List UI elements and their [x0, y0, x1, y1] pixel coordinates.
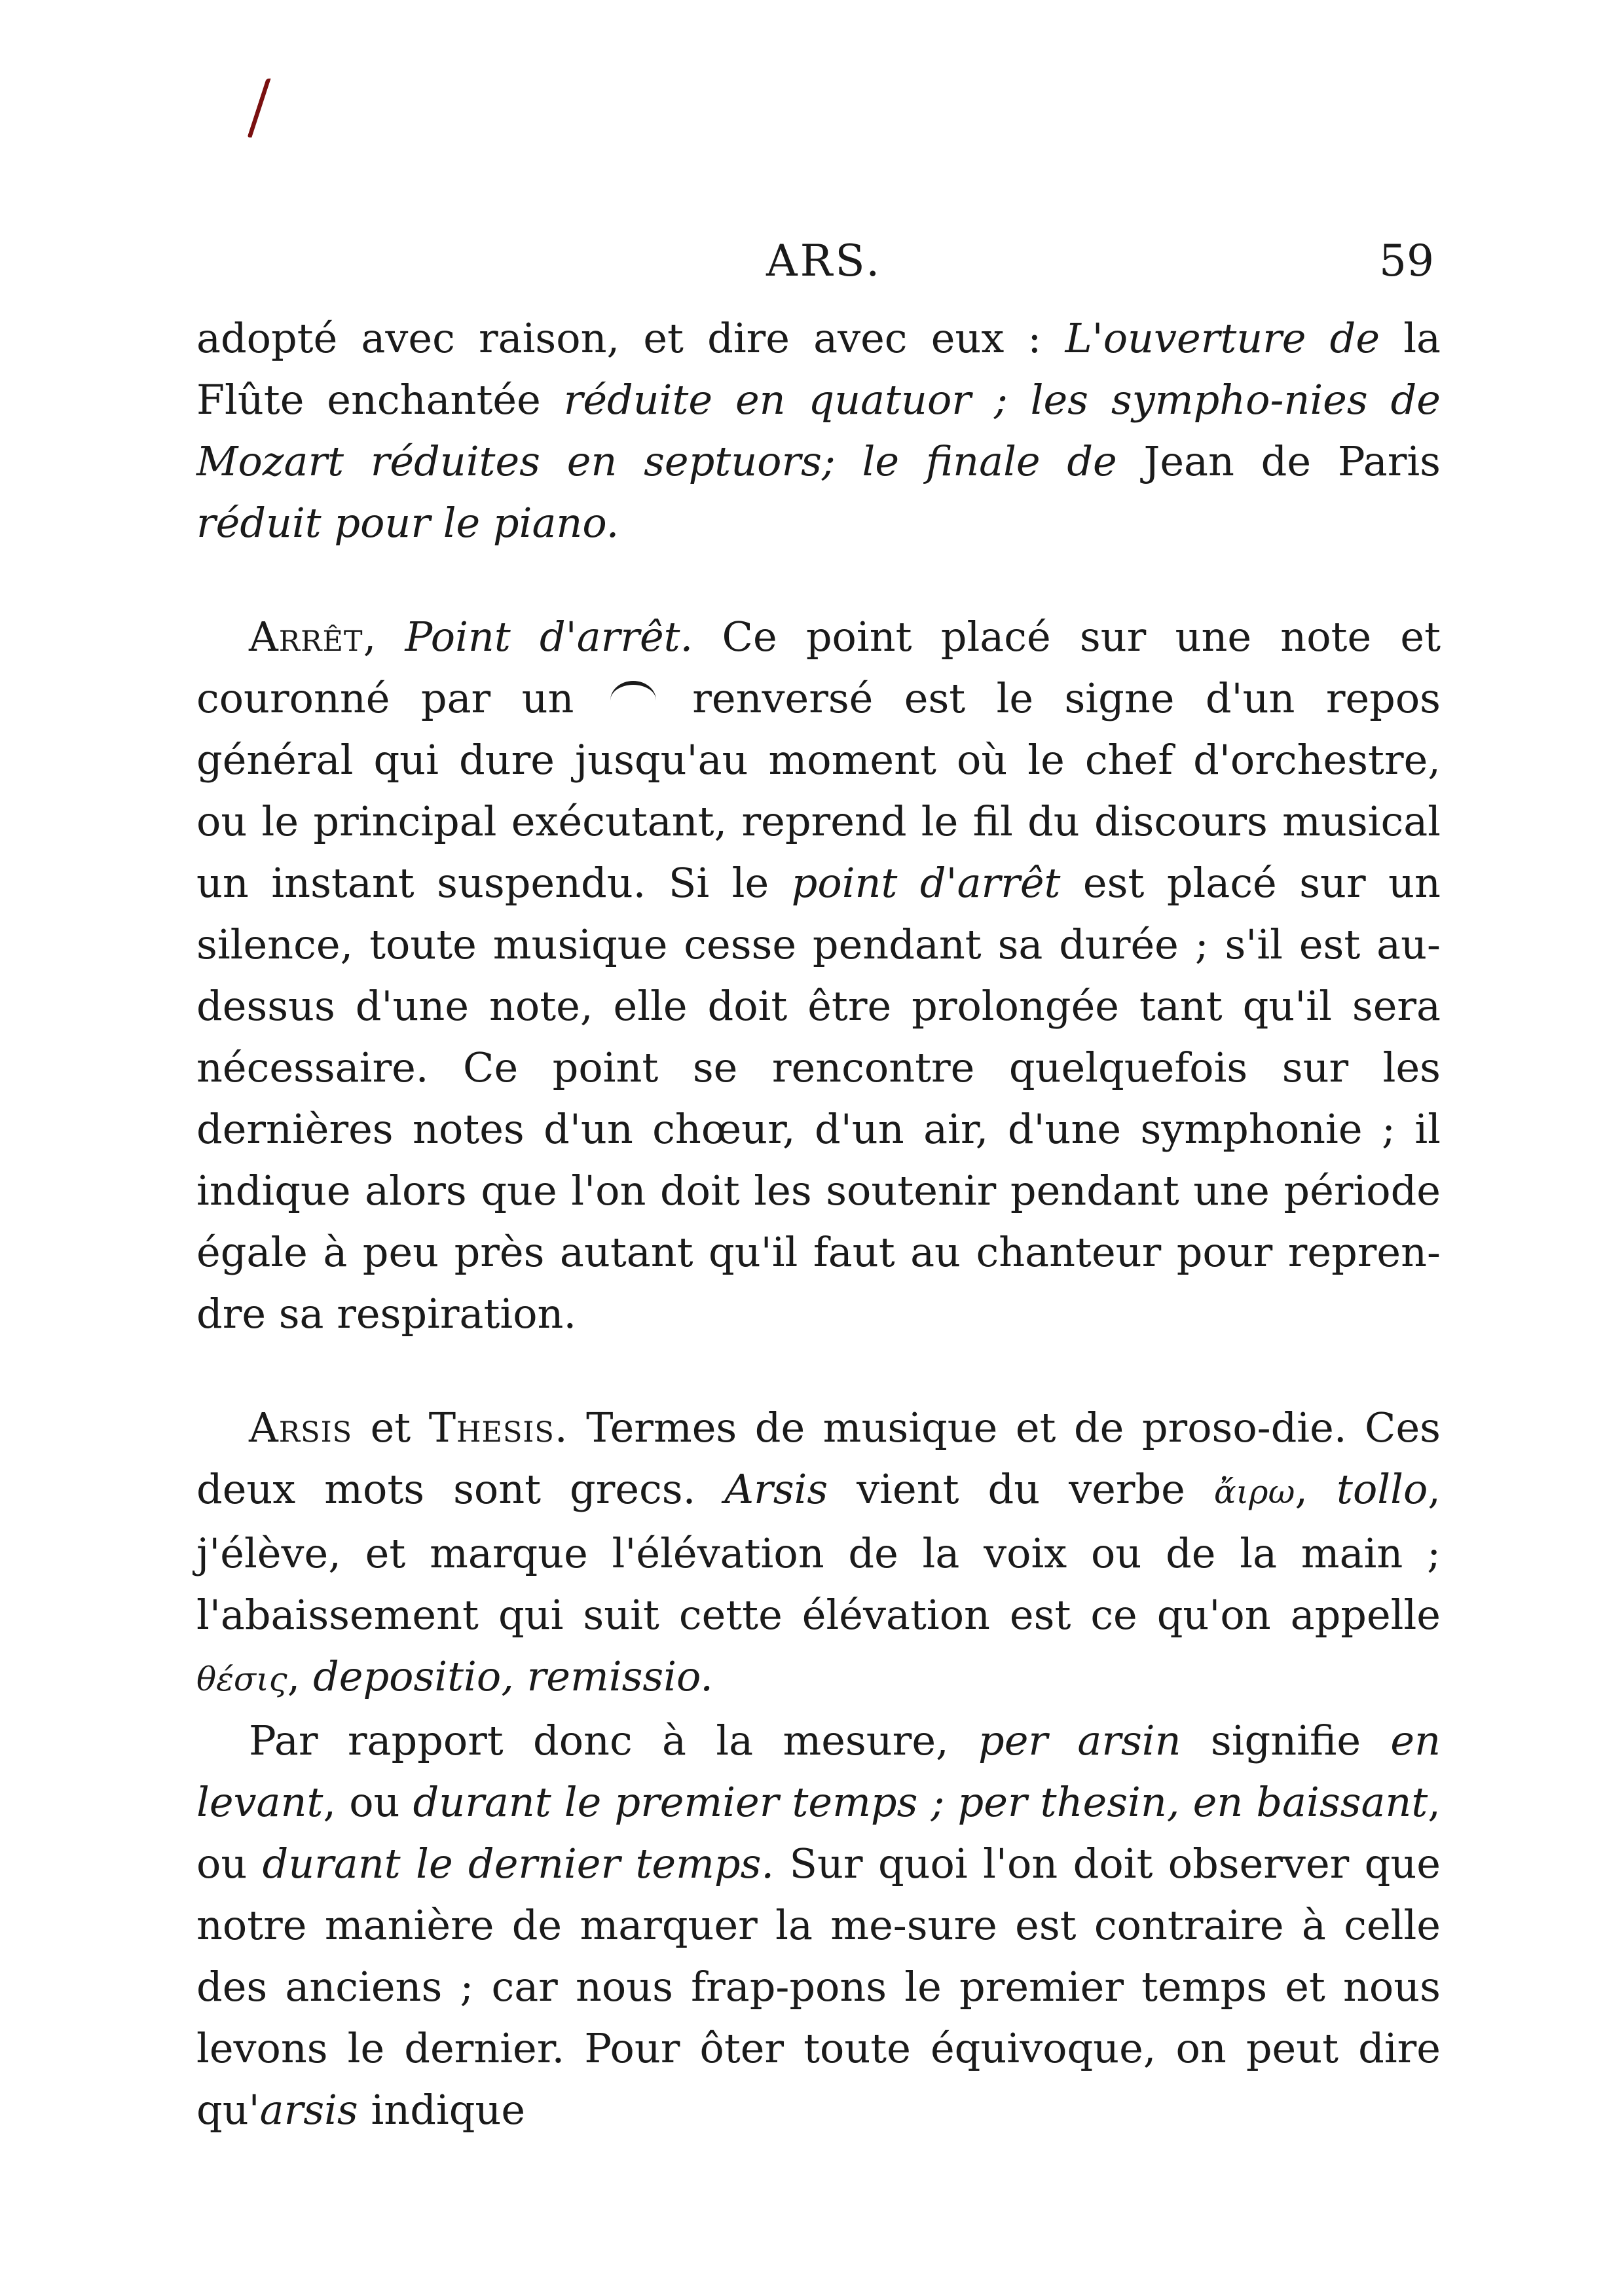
text-run: signifie	[1181, 1717, 1391, 1764]
entry-arret	[196, 606, 1441, 1345]
entry-term: Arsis	[249, 1404, 353, 1451]
running-title: ARS.	[766, 236, 883, 286]
italic-run: depositio, remissio.	[313, 1652, 713, 1700]
text-run: indique	[358, 2086, 526, 2134]
page-body	[196, 308, 1441, 2141]
paragraph-mesure	[196, 1710, 1441, 2141]
text-run: vient du verbe	[828, 1465, 1214, 1513]
italic-run: en levant	[196, 1717, 1441, 1826]
text-run: ,	[287, 1652, 314, 1700]
italic-run: L'ouverture de	[1065, 314, 1380, 362]
text-run: Jean de Paris	[1116, 437, 1441, 485]
ink-mark	[247, 79, 280, 137]
entry-term: Arrêt	[249, 613, 363, 661]
page-number: 59	[1379, 236, 1434, 286]
entry-subterm: Point d'arrêt.	[405, 613, 693, 661]
text-run: la Flûte enchantée	[196, 314, 1441, 424]
italic-run: tollo	[1337, 1465, 1428, 1513]
italic-run: durant le premier temps ; per thesin, en baissant	[413, 1778, 1428, 1826]
text-run: ,	[1295, 1465, 1337, 1513]
italic-run: Arsis	[724, 1465, 828, 1513]
italic-run: arsis	[259, 2086, 358, 2134]
text-run: Sur quoi l'on doit observer que notre manière de marquer la me-sure est contraire à celle des anciens ; car nous frap-pons le premier temps et nous levons le dernier. Pour ôter toute équivoque, on peut dire qu'	[196, 1840, 1441, 2134]
italic-run: point d'arrêt	[791, 859, 1061, 907]
greek-word: ἄιρω	[1213, 1473, 1295, 1511]
paragraph-continuation	[196, 308, 1441, 554]
text-run: Par rapport donc à la mesure,	[249, 1717, 979, 1764]
text-run: renversé est le signe d'un repos général qui dure jusqu'au moment où le chef d'orchestre, ou le principal exécutant, reprend le fil du discours musical un instant suspendu. Si le	[196, 674, 1441, 907]
italic-run: réduit pour le piano.	[196, 499, 619, 547]
greek-word: θέσις	[196, 1660, 287, 1698]
italic-run: durant le dernier temps.	[262, 1840, 775, 1887]
text-run: adopté avec raison, et dire avec eux :	[196, 314, 1065, 362]
text-run: Termes de musique et de proso-die. Ces deux mots sont grecs.	[196, 1404, 1441, 1513]
fermata-symbol-icon	[610, 681, 656, 701]
entry-arsis-thesis	[196, 1397, 1441, 1710]
text-run: Ce point placé sur une note et couronné par un	[196, 613, 1441, 722]
text-run: ,	[363, 613, 405, 661]
text-run: est placé sur un silence, toute musique cesse pendant sa durée ; s'il est au-dessus d'une note, elle doit être prolongée tant qu'il sera nécessaire. Ce point se rencontre quelquefois sur les dernières notes d'un chœur, d'un air, d'une symphonie ; il indique alors que l'on doit les soutenir pendant une période égale à peu près autant qu'il faut au chanteur pour repren-dre sa respiration.	[196, 859, 1441, 1338]
text-run: , ou	[196, 1778, 1441, 1887]
italic-run: per arsin	[978, 1717, 1181, 1764]
text-run: , j'élève, et marque l'élévation de la voix ou de la main ; l'abaissement qui suit cette élévation est ce qu'on appelle	[196, 1465, 1441, 1639]
text-run: , ou	[323, 1778, 413, 1826]
text-run: et	[352, 1404, 429, 1451]
italic-run: réduite en quatuor ; les sympho-nies de Mozart réduites en septuors; le finale de	[196, 376, 1441, 485]
running-header	[203, 236, 1434, 295]
entry-term: Thesis.	[428, 1404, 568, 1451]
